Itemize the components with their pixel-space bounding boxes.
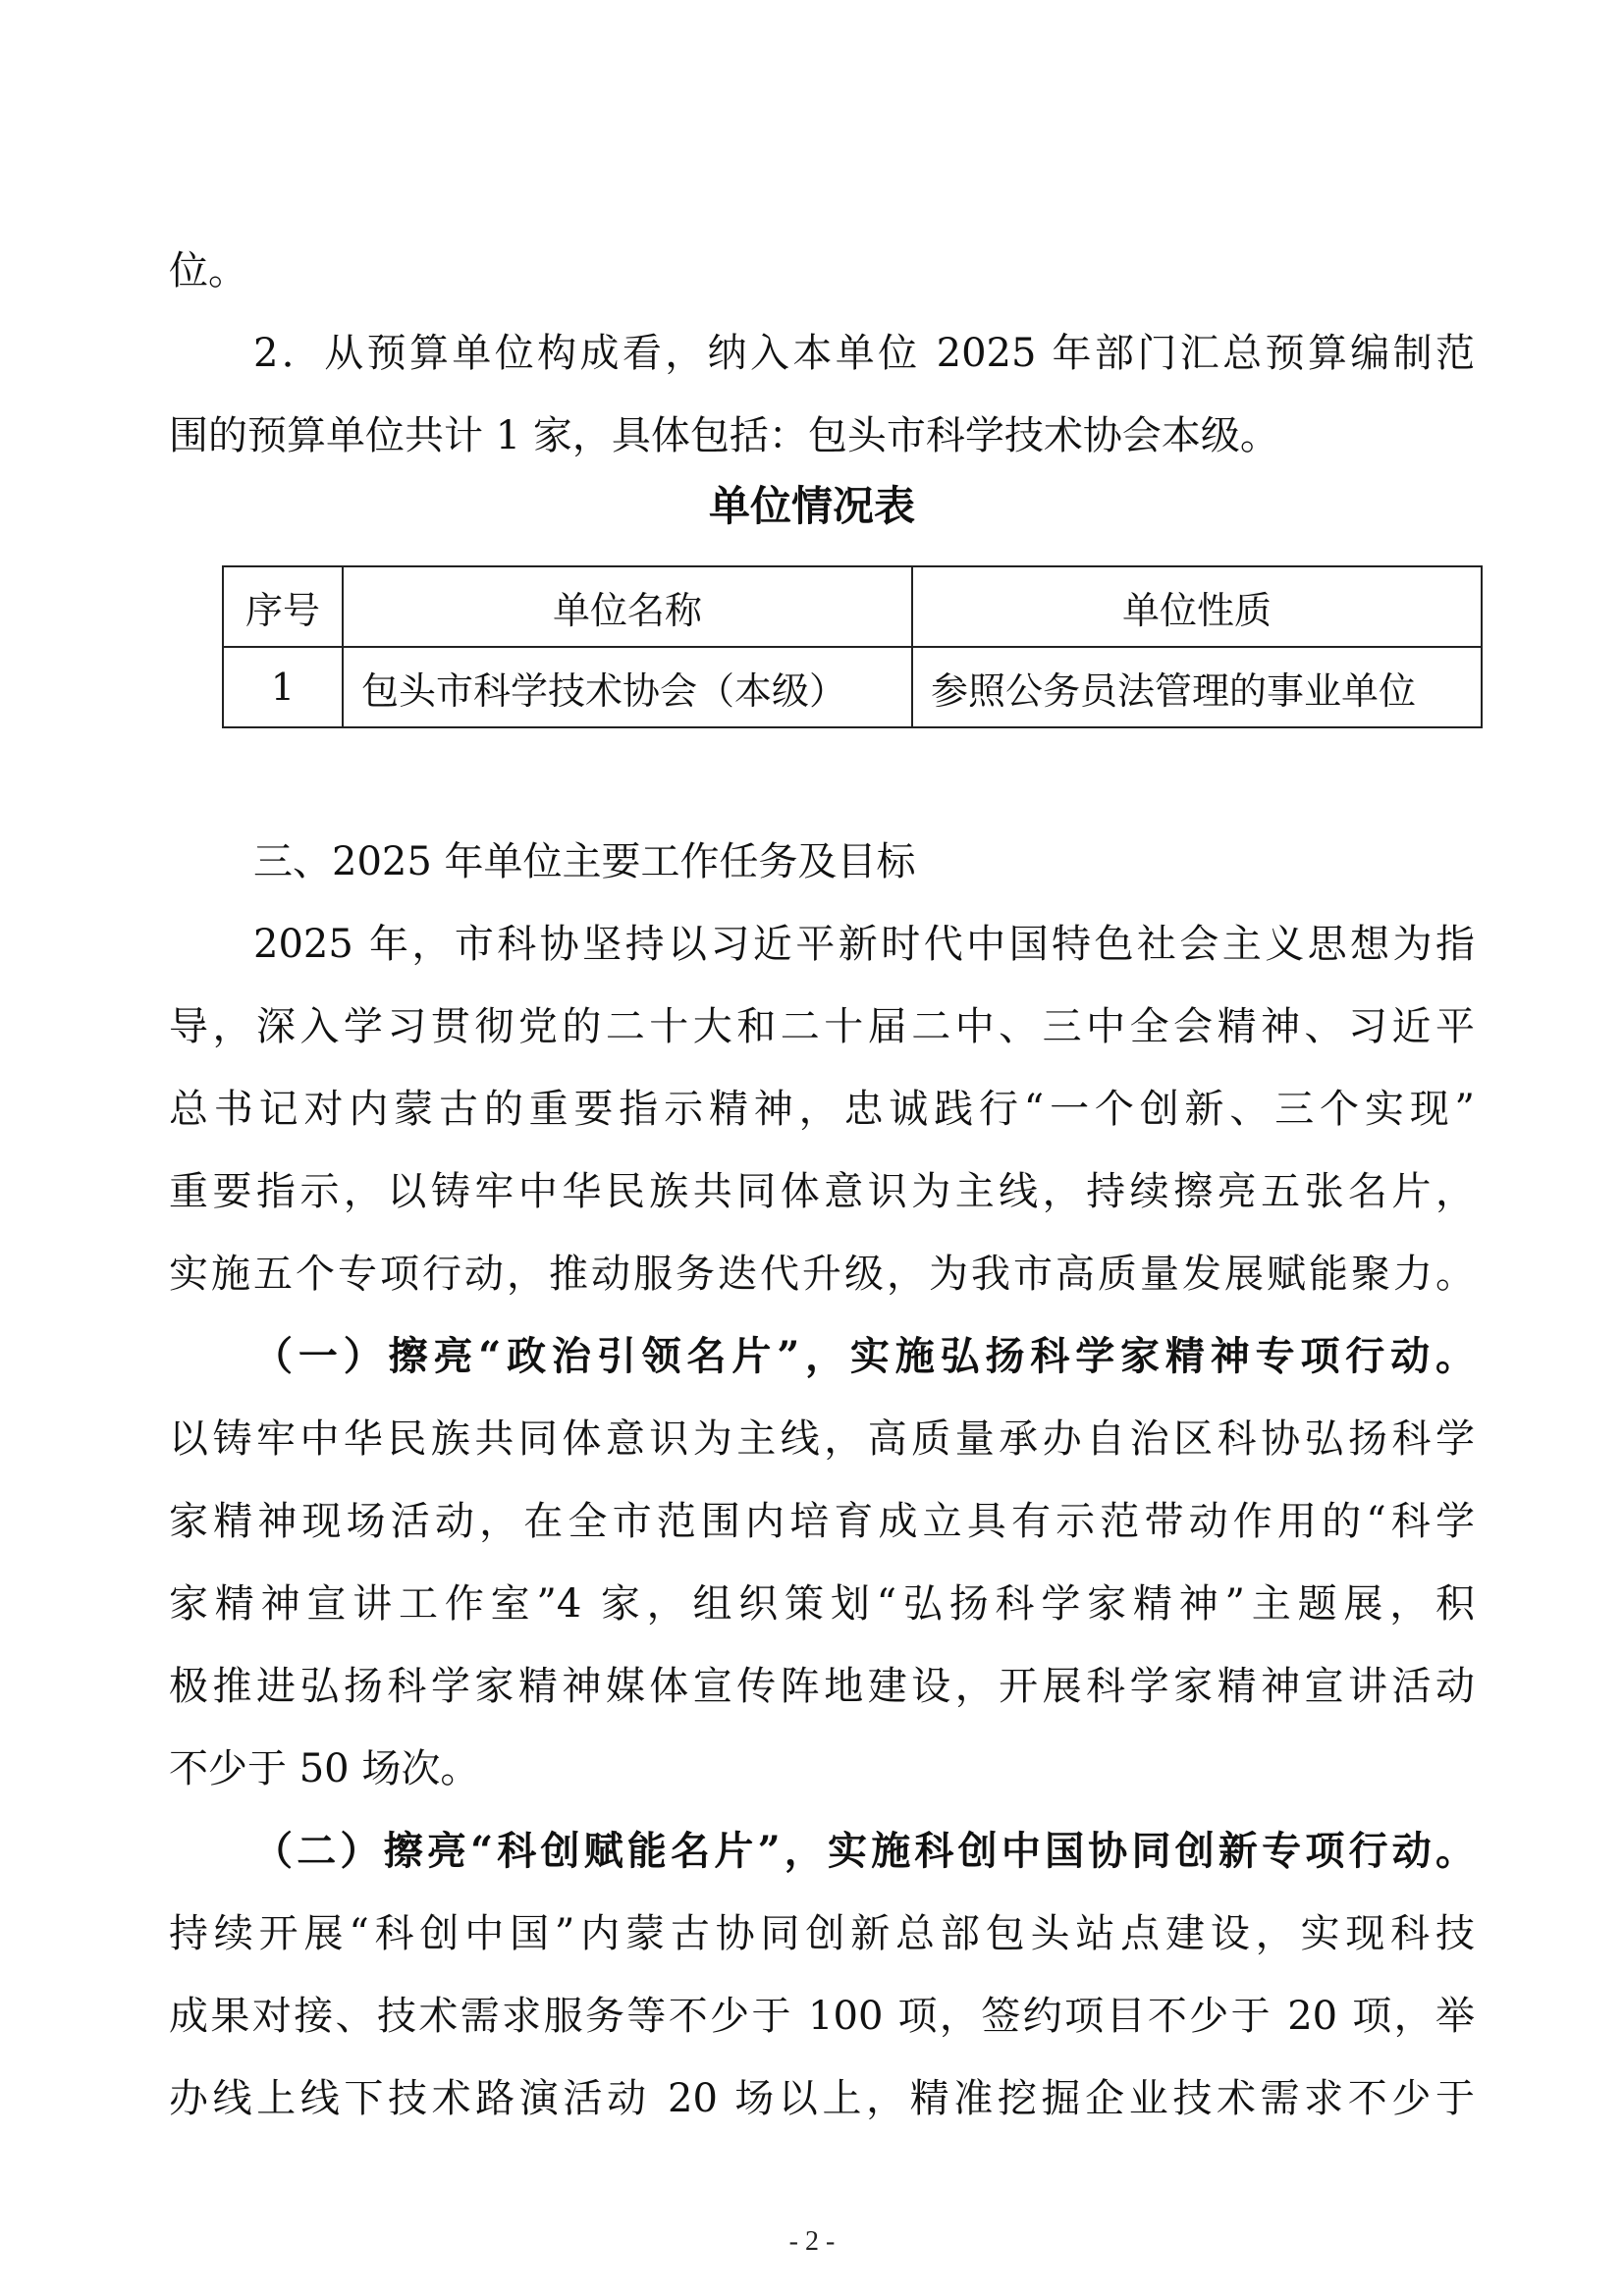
paragraph-line: 家精神现场活动，在全市范围内培育成立具有示范带动作用的“科学 [169, 1499, 1475, 1544]
table-header-row [223, 566, 1482, 647]
table-row [223, 647, 1482, 727]
table-cell: 1 [223, 647, 343, 727]
paragraph-line: 2．从预算单位构成看，纳入本单位 2025 年部门汇总预算编制范 [253, 331, 1475, 376]
table-title: 单位情况表 [708, 482, 915, 530]
paragraph-line: 不少于 50 场次。 [169, 1746, 480, 1791]
header-cell: 单位名称 [343, 566, 912, 647]
section-heading: 三、2025 年单位主要工作任务及目标 [253, 839, 916, 884]
table-cell: 参照公务员法管理的事业单位 [912, 647, 1482, 727]
page-number: - 2 - [788, 2226, 836, 2257]
item-heading: （二）擦亮“科创赋能名片”，实施科创中国协同创新专项行动。 [253, 1828, 1475, 1874]
paragraph-line: 重要指示，以铸牢中华民族共同体意识为主线，持续擦亮五张名片， [169, 1169, 1475, 1214]
unit-table [222, 565, 1483, 728]
paragraph-line: 家精神宣讲工作室”4 家，组织策划“弘扬科学家精神”主题展，积 [169, 1581, 1475, 1627]
paragraph-line: 围的预算单位共计 1 家，具体包括：包头市科学技术协会本级。 [169, 413, 1279, 458]
paragraph-line: 成果对接、技术需求服务等不少于 100 项，签约项目不少于 20 项，举 [169, 1994, 1475, 2039]
item-heading: （一）擦亮“政治引领名片”，实施弘扬科学家精神专项行动。 [253, 1333, 1475, 1379]
paragraph-line: 总书记对内蒙古的重要指示精神，忠诚践行“一个创新、三个实现” [169, 1087, 1475, 1132]
header-cell: 单位性质 [912, 566, 1482, 647]
paragraph-line: 实施五个专项行动，推动服务迭代升级，为我市高质量发展赋能聚力。 [169, 1252, 1475, 1297]
paragraph-line: 2025 年，市科协坚持以习近平新时代中国特色社会主义思想为指 [253, 922, 1475, 967]
paragraph-line: 以铸牢中华民族共同体意识为主线，高质量承办自治区科协弘扬科学 [169, 1416, 1475, 1462]
table-cell: 包头市科学技术协会（本级） [343, 647, 912, 727]
paragraph-line: 极推进弘扬科学家精神媒体宣传阵地建设，开展科学家精神宣讲活动 [169, 1664, 1475, 1709]
paragraph-line: 办线上线下技术路演活动 20 场以上，精准挖掘企业技术需求不少于 [169, 2076, 1475, 2121]
paragraph-line: 持续开展“科创中国”内蒙古协同创新总部包头站点建设，实现科技 [169, 1911, 1475, 1956]
header-cell: 序号 [223, 566, 343, 647]
paragraph-line: 位。 [169, 248, 247, 294]
paragraph-line: 导，深入学习贯彻党的二十大和二十届二中、三中全会精神、习近平 [169, 1004, 1475, 1049]
